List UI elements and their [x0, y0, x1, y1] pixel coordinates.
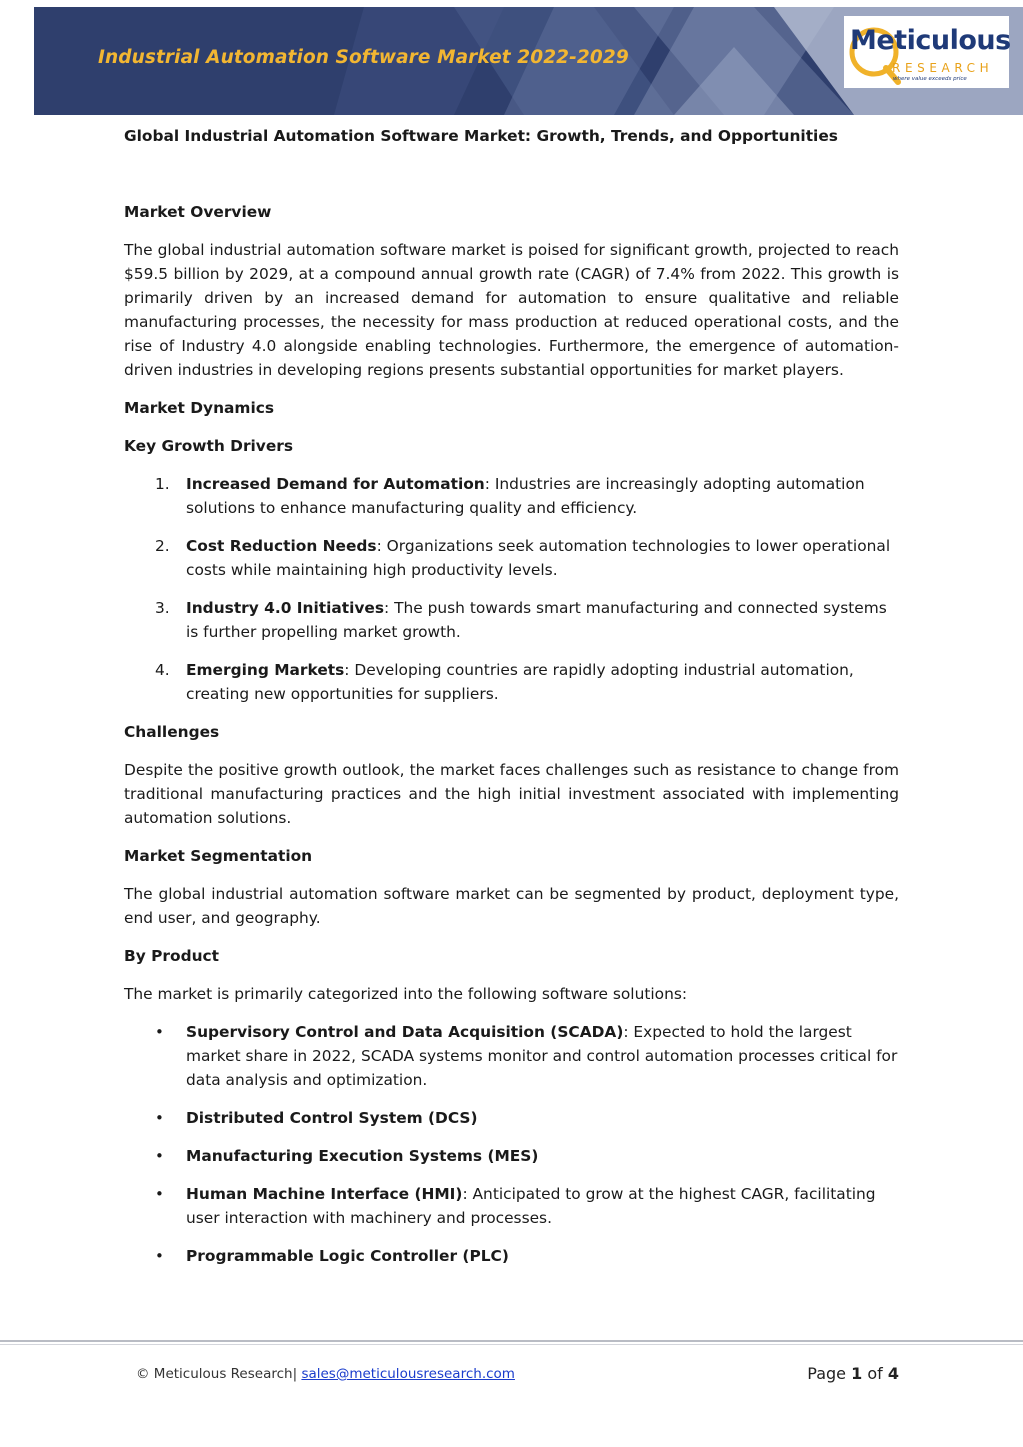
product-text: : Anticipated to grow at the highest CAGR, facilitating user interaction with machinery and processes. [186, 1185, 876, 1227]
product-title: Manufacturing Execution Systems (MES) [186, 1147, 539, 1165]
page-number [807, 1364, 899, 1383]
driver-text: : Developing countries are rapidly adopting industrial automation, creating new opportunities for suppliers. [186, 661, 854, 703]
bullet-icon: • [155, 1109, 164, 1127]
by-product-intro: The market is primarily categorized into the following software solutions: [124, 985, 688, 1003]
logo-sub: RESEARCH [892, 61, 994, 75]
copyright-text: © Meticulous Research| [136, 1366, 298, 1382]
email-link[interactable]: sales@meticulousresearch.com [301, 1366, 515, 1382]
document-title: Industrial Automation Software Market 2022-2029 [98, 47, 629, 68]
footer-copyright [136, 1366, 515, 1382]
footer-divider [0, 1340, 1023, 1342]
products-list [124, 1020, 899, 1268]
page-of: of [867, 1364, 883, 1383]
list-item [124, 534, 899, 582]
driver-title: Industry 4.0 Initiatives [186, 599, 385, 617]
overview-heading: Market Overview [124, 203, 272, 221]
segmentation-paragraph: The global industrial automation software market can be segmented by product, deployment type, end user, and geography. [124, 885, 899, 927]
bullet-icon: • [155, 1147, 164, 1165]
driver-text: : The push towards smart manufacturing and connected systems is further propelling market growth. [186, 599, 887, 641]
driver-title: Cost Reduction Needs [186, 537, 377, 555]
logo-tagline: where value exceeds price [893, 76, 967, 82]
list-number: 1. [155, 475, 170, 493]
drivers-list [124, 472, 899, 706]
dynamics-heading: Market Dynamics [124, 399, 275, 417]
document-body [124, 124, 899, 1268]
product-title: Distributed Control System (DCS) [186, 1109, 478, 1127]
footer-divider [0, 1344, 1023, 1345]
driver-text: : Organizations seek automation technologies to lower operational costs while maintaining high productivity levels. [186, 537, 891, 579]
list-number: 4. [155, 661, 170, 679]
page-total: 4 [887, 1364, 899, 1383]
list-number: 2. [155, 537, 170, 555]
main-heading: Global Industrial Automation Software Market: Growth, Trends, and Opportunities [124, 127, 838, 145]
page-current: 1 [851, 1364, 863, 1383]
bullet-icon: • [155, 1185, 164, 1203]
challenges-paragraph: Despite the positive growth outlook, the market faces challenges such as resistance to change from traditional manufacturing practices and the high initial investment associated with implementing automation solutions. [124, 761, 899, 827]
product-text: : Expected to hold the largest market share in 2022, SCADA systems monitor and control automation processes critical for data analysis and optimization. [186, 1023, 898, 1089]
driver-title: Emerging Markets [186, 661, 345, 679]
by-product-heading: By Product [124, 947, 220, 965]
list-item [124, 1144, 899, 1168]
list-item [124, 658, 899, 706]
list-item [124, 472, 899, 520]
segmentation-heading: Market Segmentation [124, 847, 313, 865]
list-item [124, 596, 899, 644]
driver-text: : Industries are increasingly adopting automation solutions to enhance manufacturing quality and efficiency. [186, 475, 865, 517]
header-banner [34, 7, 1023, 115]
page-prefix: Page [807, 1364, 847, 1383]
bullet-icon: • [155, 1023, 164, 1041]
logo-name: Meticulous [850, 25, 1011, 56]
driver-title: Increased Demand for Automation [186, 475, 485, 493]
challenges-heading: Challenges [124, 723, 220, 741]
list-item [124, 1106, 899, 1130]
list-number: 3. [155, 599, 170, 617]
list-item [124, 1020, 899, 1092]
product-title: Supervisory Control and Data Acquisition (SCADA) [186, 1023, 624, 1041]
list-item [124, 1244, 899, 1268]
drivers-heading: Key Growth Drivers [124, 437, 294, 455]
list-item [124, 1182, 899, 1230]
product-title: Programmable Logic Controller (PLC) [186, 1247, 509, 1265]
overview-paragraph: The global industrial automation software market is poised for significant growth, projected to reach $59.5 billion by 2029, at a compound annual growth rate (CAGR) of 7.4% from 2022. This growth is primarily driven by an increased demand for automation to ensure qualitative and reliable manufacturing processes, the necessity for mass production at reduced operational costs, and the rise of Industry 4.0 alongside enabling technologies. Furthermore, the emergence of automation-driven industries in developing regions presents substantial opportunities for market players. [124, 241, 899, 379]
meticulous-research-logo [844, 16, 1009, 88]
bullet-icon: • [155, 1247, 164, 1265]
product-title: Human Machine Interface (HMI) [186, 1185, 463, 1203]
